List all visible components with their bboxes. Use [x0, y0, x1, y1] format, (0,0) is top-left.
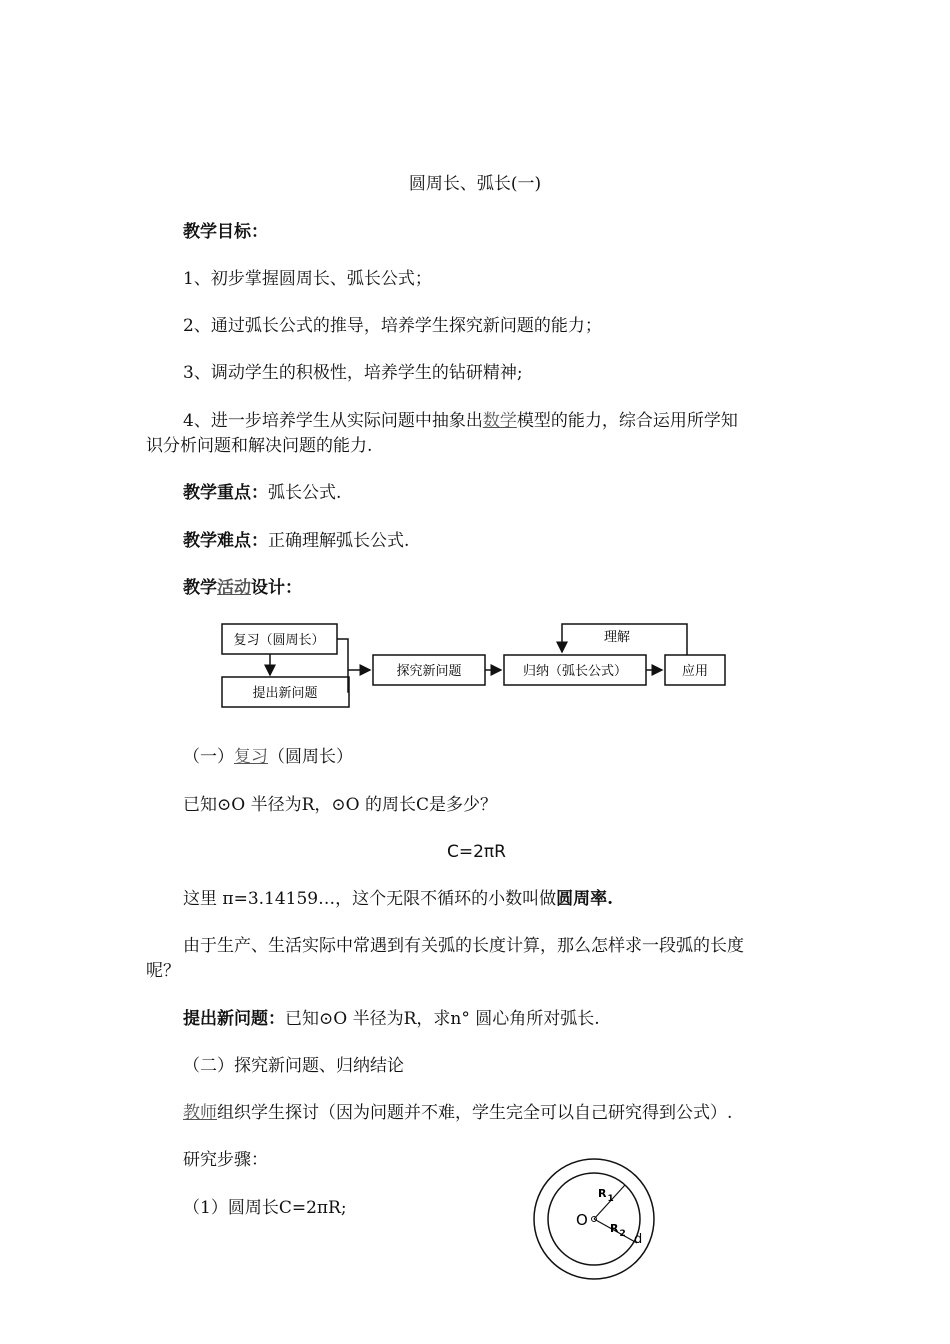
flow-label-apply: 应用	[681, 664, 709, 679]
new-problem-text: 已知⊙O 半径为R，求n° 圆心角所对弧长.	[285, 1009, 600, 1029]
question-1: 已知⊙O 半径为R，⊙O 的周长C是多少？	[183, 795, 497, 815]
center-label: O	[576, 1211, 588, 1229]
flow-label-understand: 理解	[603, 630, 631, 645]
objectives-heading: 教学目标：	[183, 222, 268, 242]
section-1-close: （圆周长）	[268, 747, 353, 767]
arc-question-line2: 呢？	[146, 961, 180, 981]
page-title: 圆周长、弧长(一)	[408, 174, 542, 194]
objective-item-4	[183, 409, 738, 433]
key-point-text: 弧长公式.	[268, 483, 342, 503]
new-problem-label: 提出新问题：	[183, 1009, 285, 1029]
key-point	[183, 481, 341, 505]
flow-label-explore: 探究新问题	[396, 664, 462, 679]
activity-link[interactable]: 活动	[217, 578, 251, 598]
arc-question-line1: 由于生产、生活实际中常遇到有关弧的长度计算，那么怎样求一段弧的长度	[183, 936, 744, 956]
activity-label-after: 设计：	[251, 578, 302, 598]
difficulty-text: 正确理解弧长公式.	[268, 531, 410, 551]
section-1-open: （一）	[183, 747, 234, 767]
activity-label-before: 教学	[183, 578, 217, 598]
teaching-flowchart	[215, 614, 735, 714]
difficulty	[183, 529, 409, 553]
objective-item-2: 2、通过弧长公式的推导，培养学生探究新问题的能力；	[183, 316, 602, 336]
objective-item-4-after: 模型的能力，综合运用所学知	[516, 411, 738, 431]
pi-line-text: 这里 π=3.14159…，这个无限不循环的小数叫做	[183, 889, 557, 909]
pi-line	[183, 887, 613, 911]
activity-design-heading	[183, 576, 302, 600]
step-1: （1）圆周长C=2πR;	[183, 1198, 347, 1218]
steps-label: 研究步骤：	[183, 1150, 268, 1170]
r2-label: $R_2$	[610, 1222, 626, 1239]
concentric-circle-figure	[530, 1155, 660, 1285]
teacher-line	[183, 1101, 732, 1125]
circumference-formula: C=2πR	[447, 842, 506, 862]
section-1-heading	[183, 745, 353, 769]
objective-item-1: 1、初步掌握圆周长、弧长公式；	[183, 269, 432, 289]
teacher-link[interactable]: 教师	[183, 1103, 217, 1123]
pi-term: 圆周率.	[556, 889, 614, 909]
objective-item-4-line2: 识分析问题和解决问题的能力.	[146, 436, 373, 456]
new-problem	[183, 1007, 600, 1031]
flow-label-review: 复习（圆周长）	[233, 633, 325, 648]
review-link[interactable]: 复习	[234, 747, 268, 767]
objective-item-3: 3、调动学生的积极性，培养学生的钻研精神;	[183, 363, 523, 383]
difficulty-label: 教学难点：	[183, 531, 268, 551]
r1-label: $R_1$	[598, 1187, 614, 1204]
flow-label-new-problem: 提出新问题	[252, 686, 318, 701]
d-label: d	[634, 1232, 643, 1247]
math-link[interactable]: 数学	[482, 411, 517, 431]
teacher-line-text: 组织学生探讨（因为问题并不难，学生完全可以自己研究得到公式）.	[217, 1103, 733, 1123]
objective-item-4-before: 4、进一步培养学生从实际问题中抽象出	[183, 411, 483, 431]
flow-label-induce: 归纳（弧长公式）	[522, 664, 628, 679]
section-2-heading: （二）探究新问题、归纳结论	[183, 1056, 404, 1076]
key-point-label: 教学重点：	[183, 483, 268, 503]
